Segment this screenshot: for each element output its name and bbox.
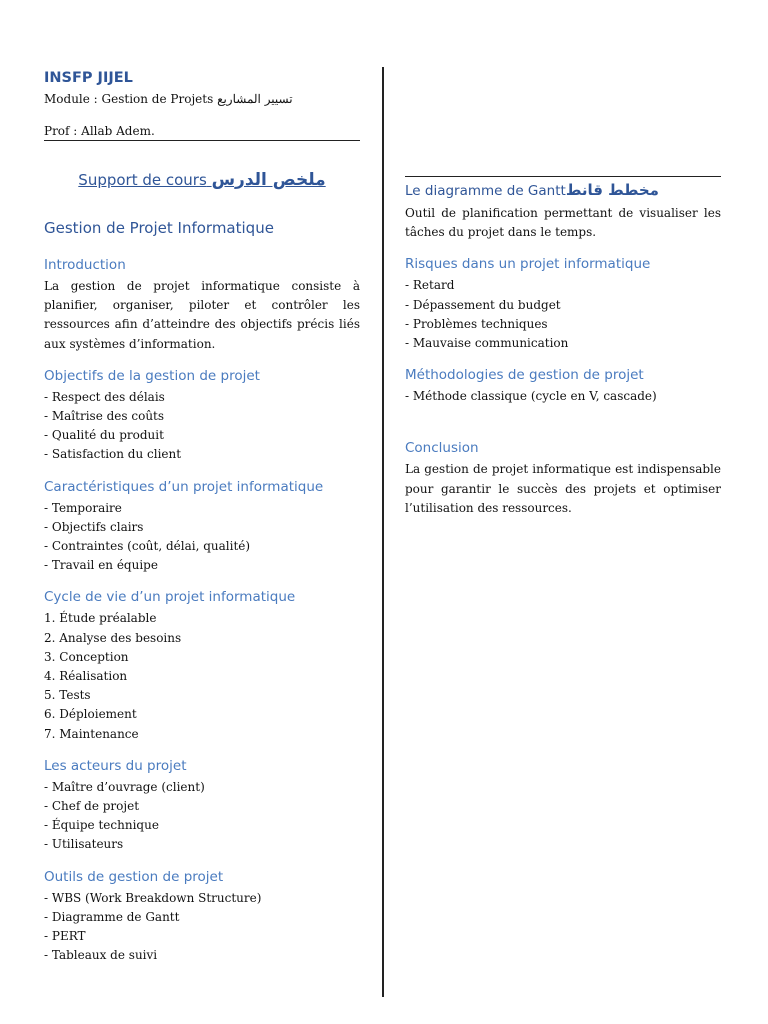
list-item: - Satisfaction du client: [44, 447, 182, 462]
gantt-heading-label: Le diagramme de Gantt: [405, 183, 566, 199]
list-item: - Temporaire: [44, 500, 122, 515]
section-caracteristiques: [44, 477, 360, 576]
list-item: - Retard: [405, 278, 455, 293]
section-cycle-de-vie: [44, 587, 360, 743]
section-text: La gestion de projet informatique est indispensable pour garantir le succès des projets et optimiser l’utilisation des ressources.: [405, 462, 721, 515]
list-item: - Diagramme de Gantt: [44, 909, 180, 924]
list-item: 2. Analyse des besoins: [44, 630, 182, 645]
list-item: - Chef de projet: [44, 799, 140, 814]
list-item: - Tableaux de suivi: [44, 948, 158, 963]
list-item: - Contraintes (coût, délai, qualité): [44, 539, 251, 554]
list-item: - Mauvaise communication: [405, 336, 569, 351]
module-line: Module : Gestion de Projets تسيير المشاريع: [44, 92, 293, 106]
school-name: INSFP JIJEL: [44, 70, 133, 86]
section-heading: Objectifs de la gestion de projet: [44, 367, 260, 384]
list-item: - Problèmes techniques: [405, 316, 548, 331]
list-item: - Maître d’ouvrage (client): [44, 779, 205, 794]
section-heading: Introduction: [44, 257, 126, 273]
section-objectifs: [44, 366, 360, 465]
list-item: 7. Maintenance: [44, 726, 139, 741]
left-column: [44, 68, 360, 965]
gantt-text: Outil de planification permettant de visualiser les tâches du projet dans le temps.: [405, 206, 721, 240]
list-item: - Méthode classique (cycle en V, cascade): [405, 389, 657, 404]
section-heading: Les acteurs du projet: [44, 757, 187, 774]
column-divider: [382, 67, 384, 997]
support-arabic: ملخص الدرس: [211, 170, 326, 190]
list-item: - Équipe technique: [44, 818, 159, 833]
list-item: - Utilisateurs: [44, 837, 124, 852]
support-title: [44, 169, 360, 191]
section-outils: [44, 867, 360, 966]
right-column: [405, 176, 721, 518]
list-item: - PERT: [44, 929, 86, 944]
section-heading: Caractéristiques d’un projet informatique: [44, 478, 324, 495]
list-item: - Dépassement du budget: [405, 297, 561, 312]
spacer: [405, 406, 721, 428]
list-item: - Qualité du produit: [44, 428, 164, 443]
section-introduction: [44, 255, 360, 354]
list-item: - WBS (Work Breakdown Structure): [44, 890, 262, 905]
section-heading: Outils de gestion de projet: [44, 868, 224, 885]
list-item: - Travail en équipe: [44, 558, 158, 573]
list-item: 5. Tests: [44, 688, 91, 703]
section-conclusion: [405, 438, 721, 518]
section-acteurs: [44, 756, 360, 855]
prof-line: Prof : Allab Adem.: [44, 122, 360, 141]
gantt-heading: [405, 176, 721, 202]
section-text: La gestion de projet informatique consiste à planifier, organiser, piloter et contrôler les ressources afin d’atteindre des objectifs précis liés aux systèmes d’information.: [44, 279, 360, 351]
section-heading: Risques dans un projet informatique: [405, 256, 651, 273]
main-title: Gestion de Projet Informatique: [44, 219, 274, 237]
section-heading: Cycle de vie d’un projet informatique: [44, 589, 296, 606]
list-item: 4. Réalisation: [44, 669, 128, 684]
list-item: 3. Conception: [44, 649, 129, 664]
section-risques: [405, 254, 721, 353]
gantt-heading-arabic: مخطط قانط: [565, 181, 659, 199]
section-heading: Méthodologies de gestion de projet: [405, 367, 644, 384]
left-sections: [44, 255, 360, 965]
list-item: - Objectifs clairs: [44, 519, 144, 534]
section-heading: Conclusion: [405, 440, 479, 457]
support-label: Support de cours: [78, 171, 207, 189]
list-item: 1. Étude préalable: [44, 611, 157, 626]
list-item: - Maîtrise des coûts: [44, 409, 165, 424]
list-item: 6. Déploiement: [44, 707, 137, 722]
list-item: - Respect des délais: [44, 389, 165, 404]
section-methodologies: [405, 365, 721, 406]
